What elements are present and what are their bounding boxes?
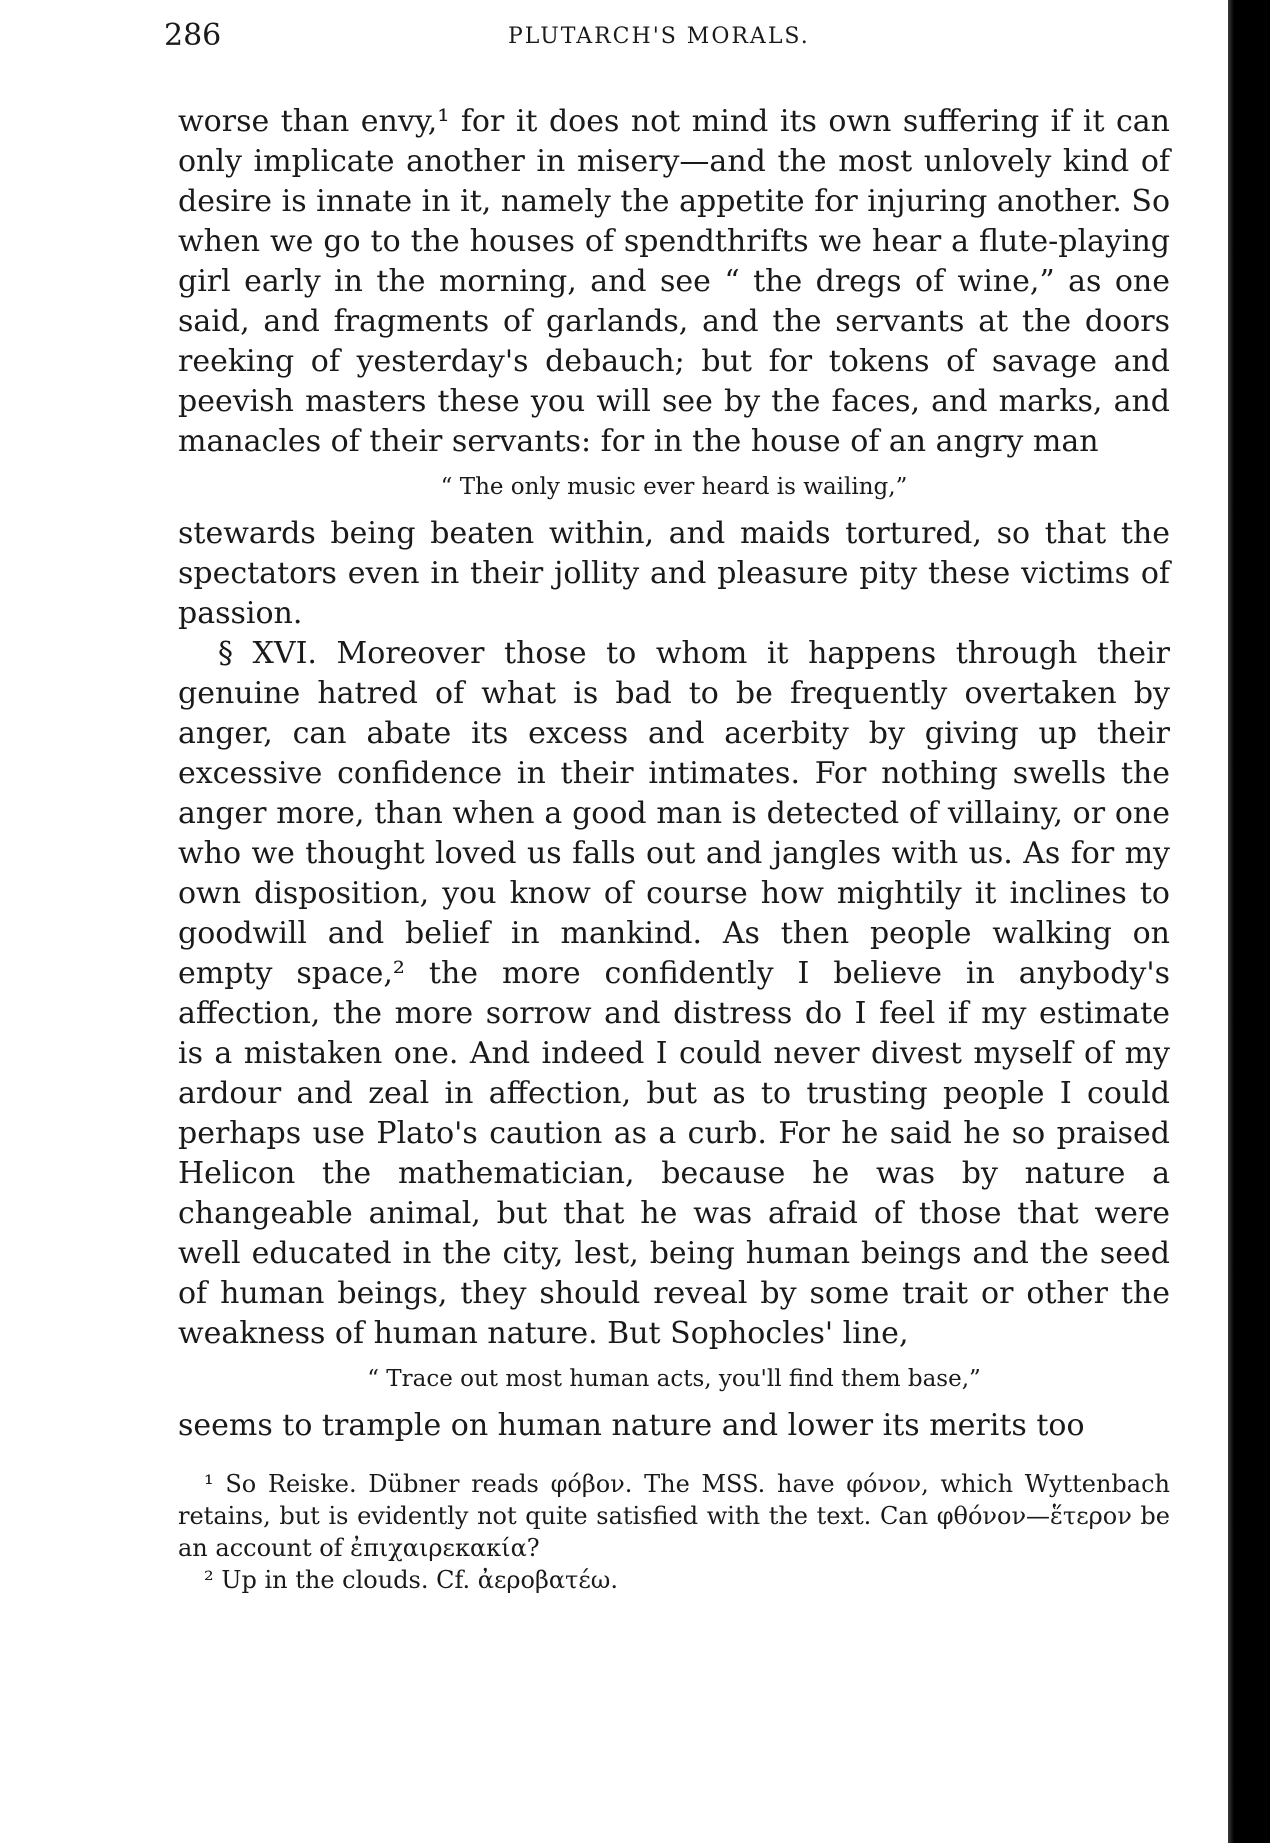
paragraph-2: stewards being beaten within, and maids tortured, so that the spectators even in their jollity and pleasure pity these victims of passion. <box>178 516 1170 631</box>
footnote-1: ¹ So Reiske. Dübner reads φόβον. The MSS. have φόνον, which Wyttenbach retains, but is evidently not quite satisfied with the text. Can φθόνον—ἕτερον be an account of ἐπιχαιρεκακία? <box>178 1470 1170 1562</box>
verse-quote-1: “ The only music ever heard is wailing,” <box>440 474 908 500</box>
running-head: PLUTARCH'S MORALS. <box>508 24 810 49</box>
verse-quote-2: “ Trace out most human acts, you'll find them base,” <box>367 1366 981 1392</box>
footnote-2: ² Up in the clouds. Cf. ἀεροβατέω. <box>204 1566 618 1594</box>
footnotes <box>178 1468 1170 1596</box>
page-header <box>164 18 1170 66</box>
paragraph-1: worse than envy,¹ for it does not mind its own suffering if it can only implicate another in misery—and the most unlovely kind of desire is innate in it, namely the appetite for injuring another. So when we go to the houses of spendthrifts we hear a flute-playing girl early in the morning, and see “ the dregs of wine,” as one said, and fragments of garlands, and the servants at the doors reeking of yesterday's debauch; but for tokens of savage and peevish masters these you will see by the faces, and marks, and manacles of their servants: for in the house of an angry man <box>178 104 1170 459</box>
book-spine-shadow <box>1228 0 1270 1843</box>
book-page <box>164 18 1170 1596</box>
paragraph-4: seems to trample on human nature and lower its merits too <box>178 1408 1085 1443</box>
body-text <box>178 102 1170 1446</box>
paragraph-3-section-xvi: § XVI. Moreover those to whom it happens through their genuine hatred of what is bad to be frequently overtaken by anger, can abate its excess and acerbity by giving up their excessive confidence in their intimates. For nothing swells the anger more, than when a good man is detected of villainy, or one who we thought loved us falls out and jangles with us. As for my own disposition, you know of course how mightily it inclines to goodwill and belief in mankind. As then people walking on empty space,² the more confidently I believe in anybody's affection, the more sorrow and distress do I feel if my estimate is a mistaken one. And indeed I could never divest myself of my ardour and zeal in affection, but as to trusting people I could perhaps use Plato's caution as a curb. For he said he so praised Helicon the mathematician, because he was by nature a changeable animal, but that he was afraid of those that were well educated in the city, lest, being human beings and the seed of human beings, they should reveal by some trait or other the weakness of human nature. But Sophocles' line, <box>178 636 1170 1351</box>
page-number: 286 <box>164 18 222 53</box>
